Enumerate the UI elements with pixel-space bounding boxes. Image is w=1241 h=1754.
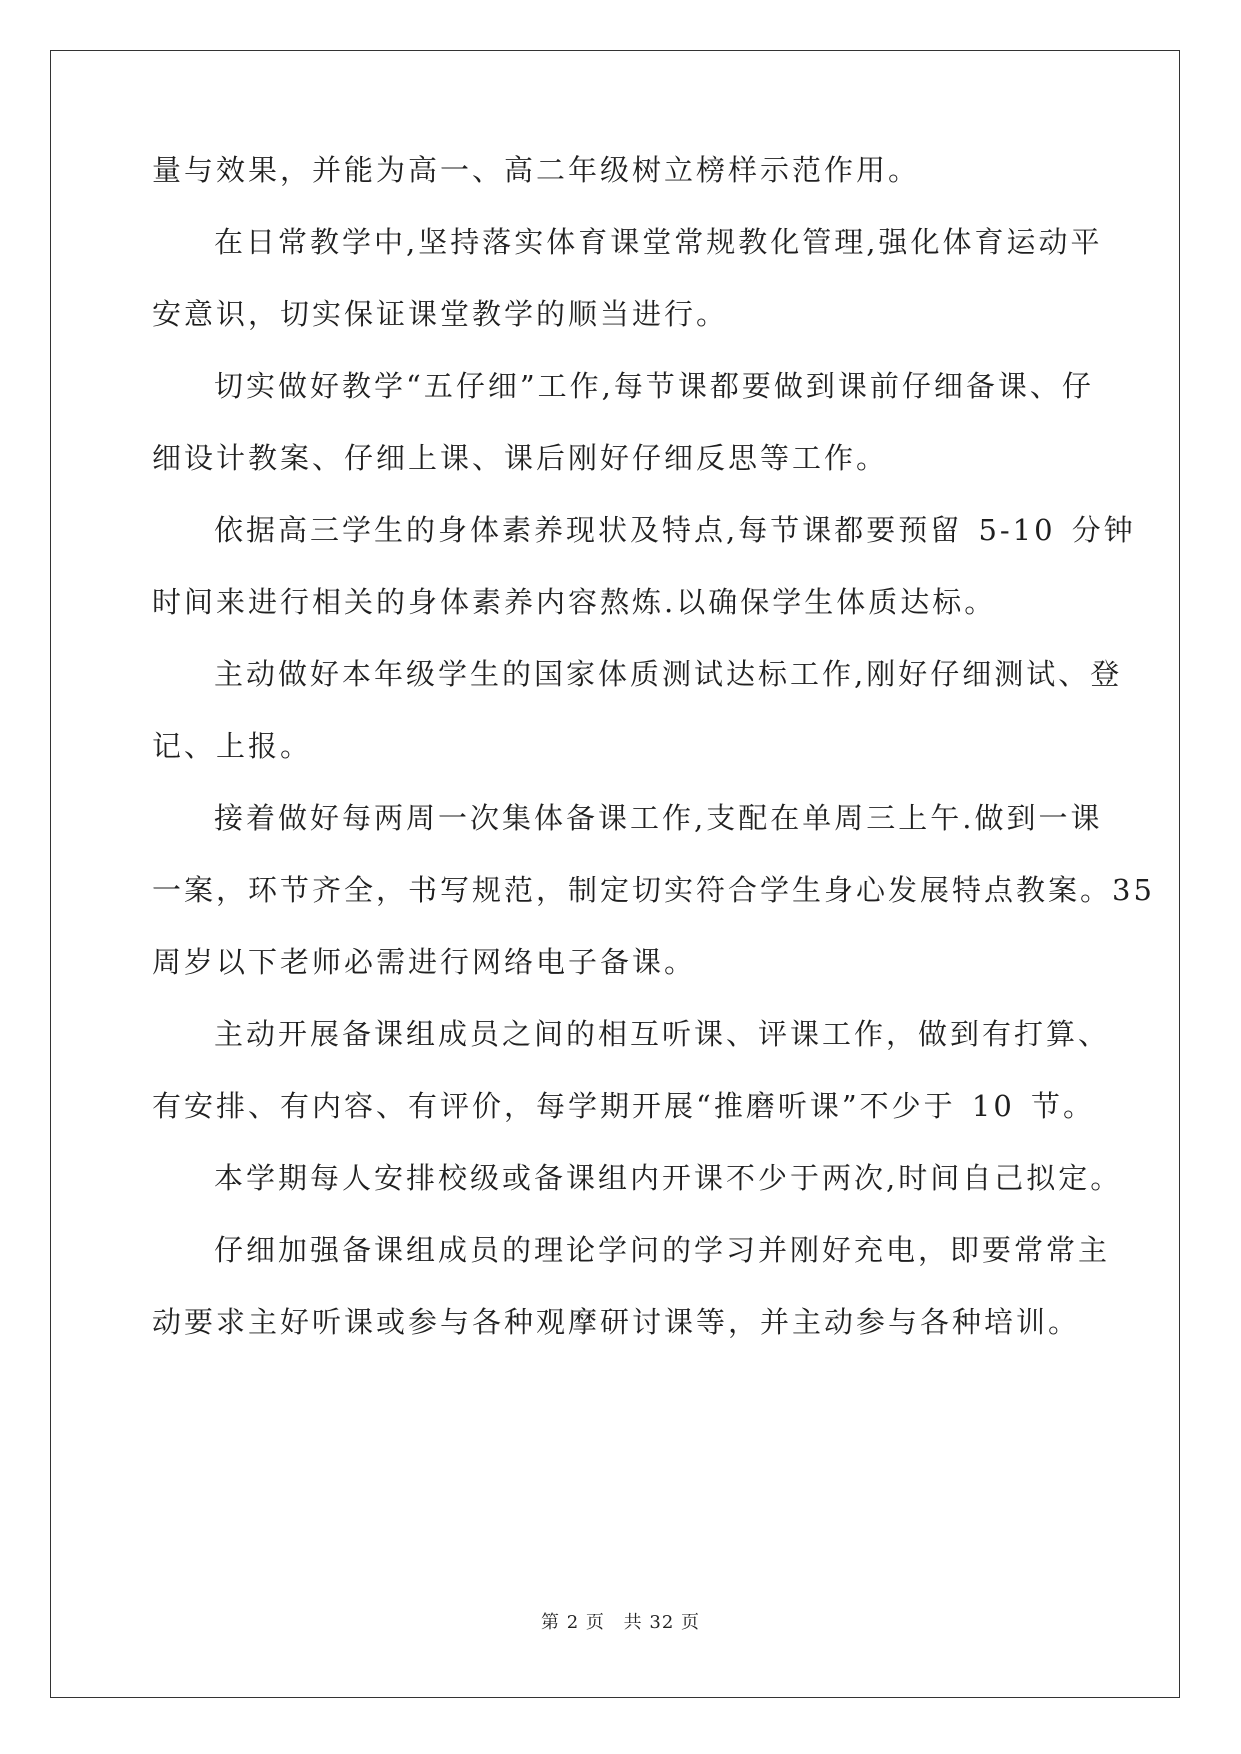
text-line: 有安排、有内容、有评价，每学期开展“推磨听课”不少于 10 节。 [152,1089,1095,1123]
text-line: 时间来进行相关的身体素养内容熬炼.以确保学生体质达标。 [152,585,997,619]
text-line: 仔细加强备课组成员的理论学问的学习并刚好充电，即要常常主 [214,1233,1111,1267]
text-line: 依据高三学生的身体素养现状及特点,每节课都要预留 5-10 分钟 [214,513,1136,547]
page-footer [0,1611,1241,1635]
page-number-total: 共 32 页 [623,1612,700,1633]
text-line: 在日常教学中,坚持落实体育课堂常规教化管理,强化体育运动平 [214,225,1103,259]
text-line: 本学期每人安排校级或备课组内开课不少于两次,时间自己拟定。 [214,1161,1123,1195]
text-line: 一案，环节齐全，书写规范，制定切实符合学生身心发展特点教案。35 [152,873,1155,907]
text-line: 记、上报。 [152,729,313,763]
text-line: 动要求主好听课或参与各种观摩研讨课等，并主动参与各种培训。 [152,1305,1081,1339]
page-number-current: 第 2 页 [541,1612,605,1633]
text-line: 接着做好每两周一次集体备课工作,支配在单周三上午.做到一课 [214,801,1103,835]
text-line: 周岁以下老师必需进行网络电子备课。 [152,945,697,979]
text-line: 安意识，切实保证课堂教学的顺当进行。 [152,297,729,331]
text-line: 细设计教案、仔细上课、课后刚好仔细反思等工作。 [152,441,889,475]
text-line: 量与效果，并能为高一、高二年级树立榜样示范作用。 [152,153,921,187]
text-line: 切实做好教学“五仔细”工作,每节课都要做到课前仔细备课、仔 [214,369,1094,403]
text-line: 主动开展备课组成员之间的相互听课、评课工作，做到有打算、 [214,1017,1111,1051]
text-line: 主动做好本年级学生的国家体质测试达标工作,刚好仔细测试、登 [214,657,1123,691]
